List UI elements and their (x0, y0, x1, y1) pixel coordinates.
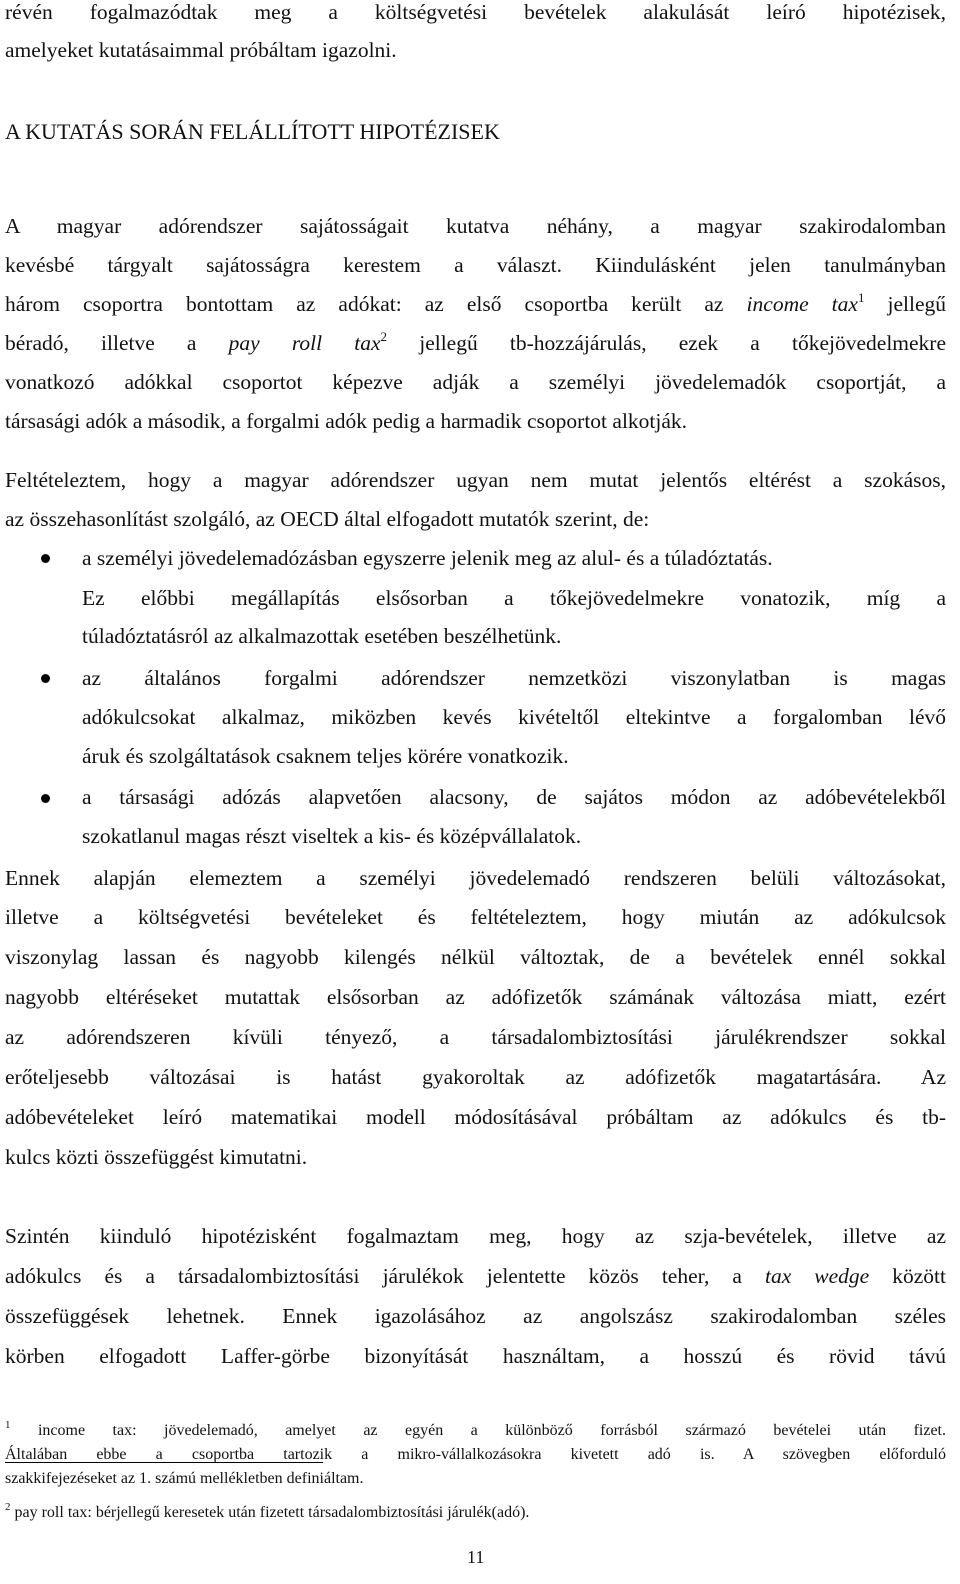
footnote-ref[interactable]: 1 (857, 289, 865, 305)
paragraph-line: illetve a költségvetési bevételeket és feltételeztem, hogy miután az adókulcsok (5, 905, 946, 929)
paragraph-line: az adórendszeren kívüli tényező, a társadalombiztosítási járulékrendszer sokkal (5, 1025, 946, 1049)
footnote-number: 1 (5, 1418, 11, 1431)
paragraph-line: adóbevételeket leíró matematikai modell módosításával próbáltam az adókulcs és tb- (5, 1105, 946, 1129)
footnote-line: szakkifejezéseket az 1. számú mellékletben definiáltam. (5, 1470, 364, 1487)
paragraph-line: vonatkozó adókkal csoportot képezve adják a személyi jövedelemadók csoportját, a (5, 370, 946, 394)
paragraph-line: Szintén kiinduló hipotézisként fogalmaztam meg, hogy az szja-bevételek, illetve az (5, 1224, 946, 1248)
list-item-line: túladóztatásról az alkalmazottak esetében beszélhetünk. (82, 624, 562, 648)
list-item-line: adókulcsokat alkalmaz, miközben kevés kivételtől eltekintve a forgalomban lévő (82, 705, 946, 729)
bullet-icon (41, 554, 50, 563)
list-item-line: áruk és szolgáltatások csaknem teljes körére vonatkozik. (82, 744, 569, 768)
paragraph-line: három csoportra bontottam az adókat: az első csoportba került az income tax$^1$ jellegű (5, 289, 947, 316)
list-item-line: a társasági adózás alapvetően alacsony, de sajátos módon az adóbevételekből (82, 785, 946, 809)
term-income-tax: income tax (746, 292, 858, 316)
bullet-icon (41, 674, 50, 683)
section-heading: A KUTATÁS SORÁN FELÁLLÍTOTT HIPOTÉZISEK (5, 119, 500, 144)
paragraph-line: összefüggések lehetnek. Ennek igazolásához az angolszász szakirodalomban széles (5, 1304, 946, 1328)
paragraph-line: nagyobb eltéréseket mutattak elsősorban az adófizetők számának változása miatt, ezért (5, 985, 946, 1009)
paragraph-line: kevésbé tárgyalt sajátosságra kerestem a választ. Kiindulásként jelen tanulmányban (5, 253, 946, 277)
footnote-line: $^2$ pay roll tax: bérjellegű keresetek után fizetett társadalombiztosítási járulék(adó). (5, 1500, 530, 1521)
footnote-ref[interactable]: 2 (380, 328, 388, 344)
footnote-line: $^1$ income tax: jövedelemadó, amelyet az egyén a különböző forrásból származó bevételei után fizet. (5, 1418, 946, 1439)
list-item-line: szokatlanul magas részt viseltek a kis- és középvállalatok. (82, 824, 582, 848)
list-item-line: a személyi jövedelemadózásban egyszerre jelenik meg az alul- és a túladóztatás. (82, 546, 773, 570)
page-number: 11 (467, 1547, 485, 1567)
list-item-line: az általános forgalmi adórendszer nemzetközi viszonylatban is magas (82, 666, 946, 690)
bullet-icon (41, 794, 50, 803)
paragraph-line: viszonylag lassan és nagyobb kilengés nélkül változtak, de a bevételek ennél sokkal (5, 945, 946, 969)
paragraph-line: béradó, illetve a pay roll tax$^2$ jellegű tb-hozzájárulás, ezek a tőkejövedelmekre (5, 328, 947, 355)
list-item-line: Ez előbbi megállapítás elsősorban a tőkejövedelmekre vonatozik, míg a (82, 586, 946, 610)
intro-line: révén fogalmazódtak meg a költségvetési bevételek alakulását leíró hipotézisek, (5, 0, 946, 24)
paragraph-line: Ennek alapján elemeztem a személyi jövedelemadó rendszeren belüli változásokat, (5, 866, 946, 890)
footnote-line: Általában ebbe a csoportba tartozik a mikro-vállalkozásokra kivetett adó is. A szövegben előforduló (5, 1446, 946, 1463)
paragraph-line: A magyar adórendszer sajátosságait kutatva néhány, a magyar szakirodalomban (5, 214, 946, 238)
intro-line: amelyeket kutatásaimmal próbáltam igazolni. (5, 38, 397, 62)
paragraph-line: erőteljesebb változásai is hatást gyakoroltak az adófizetők magatartására. Az (5, 1065, 946, 1089)
paragraph-line: körben elfogadott Laffer-görbe bizonyítását használtam, a hosszú és rövid távú (5, 1344, 946, 1368)
paragraph-line: az összehasonlítást szolgáló, az OECD által elfogadott mutatók szerint, de: (5, 507, 650, 531)
footnote-number: 2 (5, 1500, 11, 1513)
term-tax-wedge: tax wedge (764, 1264, 870, 1288)
paragraph-line: kulcs közti összefüggést kimutatni. (5, 1145, 308, 1169)
paragraph-line: adókulcs és a társadalombiztosítási járulékok jelentette közös teher, a tax wedge között (5, 1264, 947, 1288)
paragraph-line: társasági adók a második, a forgalmi adók pedig a harmadik csoportot alkotják. (5, 409, 688, 433)
term-pay-roll-tax: pay roll tax (228, 331, 381, 355)
paragraph-line: Feltételeztem, hogy a magyar adórendszer ugyan nem mutat jelentős eltérést a szokásos, (5, 468, 946, 492)
